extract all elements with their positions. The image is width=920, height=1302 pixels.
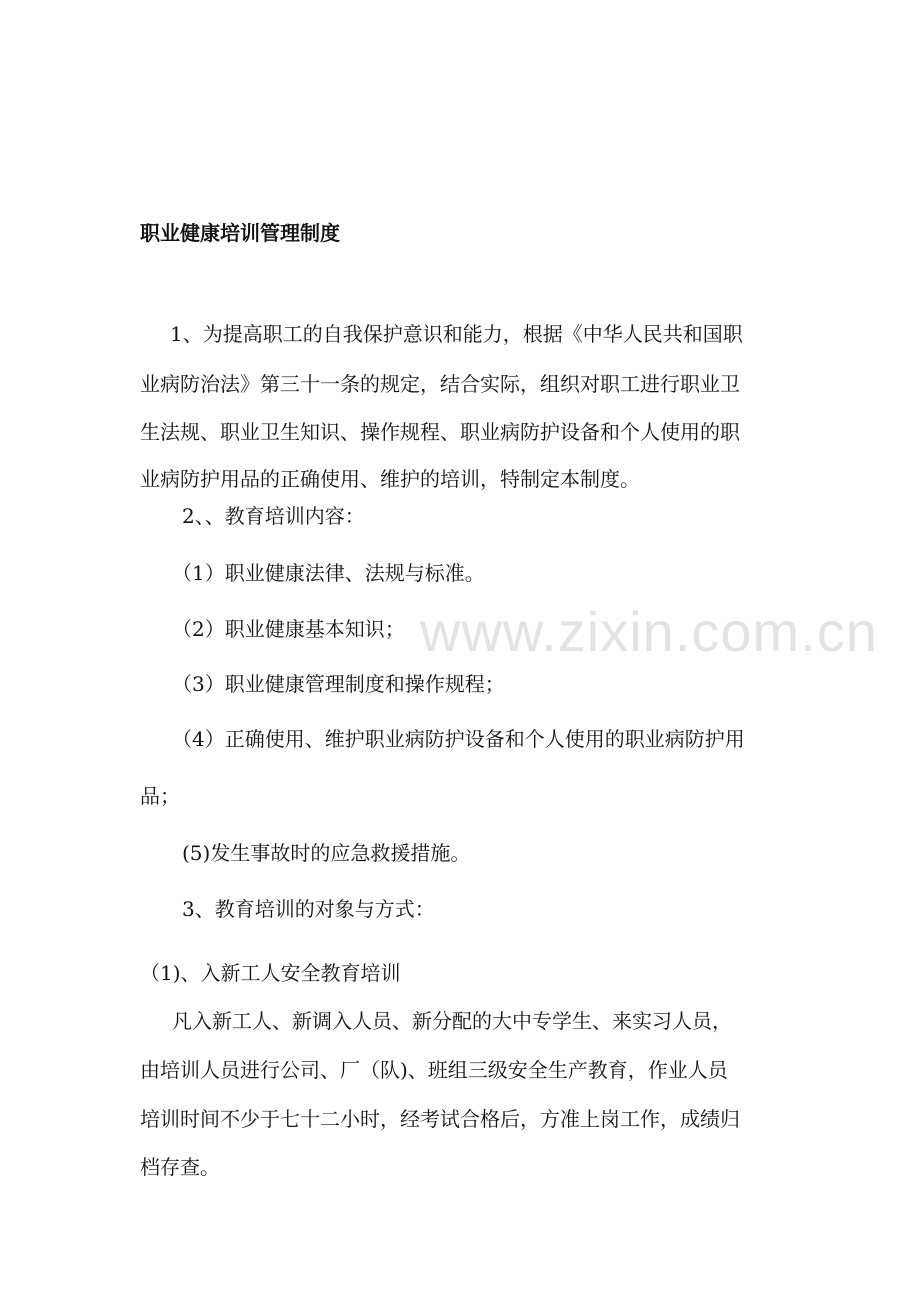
paragraph-1-line-4: 业病防护用品的正确使用、维护的培训，特制定本制度。 — [140, 467, 640, 491]
paragraph-1-line-2: 业病防治法》第三十一条的规定，结合实际，组织对职工进行职业卫 — [140, 372, 740, 396]
paragraph-1-line-1: 1、为提高职工的自我保护意识和能力，根据《中华人民共和国职 — [170, 322, 743, 346]
document-title: 职业健康培训管理制度 — [140, 221, 340, 245]
paragraph-2-line-3: 培训时间不少于七十二小时，经考试合格后，方准上岗工作，成绩归 — [140, 1107, 740, 1131]
content-item-2: （2）职业健康基本知识； — [172, 617, 405, 641]
paragraph-2-line-4: 档存查。 — [140, 1155, 220, 1179]
content-item-5: (5)发生事故时的应急救援措施。 — [182, 841, 471, 865]
section-3-heading: 3、教育培训的对象与方式： — [182, 897, 435, 921]
content-item-1: （1）职业健康法律、法规与标准。 — [172, 561, 485, 585]
section-3-subheading: （1)、入新工人安全教育培训 — [140, 961, 401, 985]
watermark: www.zixin.com.cn — [420, 600, 878, 663]
content-item-4-line-1: （4）正确使用、维护职业病防护设备和个人使用的职业病防护用 — [172, 727, 745, 751]
paragraph-2-line-1: 凡入新工人、新调入人员、新分配的大中专学生、来实习人员， — [172, 1009, 732, 1033]
content-item-3: （3）职业健康管理制度和操作规程； — [172, 672, 505, 696]
paragraph-2-line-2: 由培训人员进行公司、厂（队)、班组三级安全生产教育，作业人员 — [140, 1058, 728, 1082]
section-2-heading: 2、、教育培训内容： — [182, 504, 365, 528]
content-item-4-line-2: 品； — [140, 784, 180, 808]
paragraph-1-line-3: 生法规、职业卫生知识、操作规程、职业病防护设备和个人使用的职 — [140, 420, 740, 444]
